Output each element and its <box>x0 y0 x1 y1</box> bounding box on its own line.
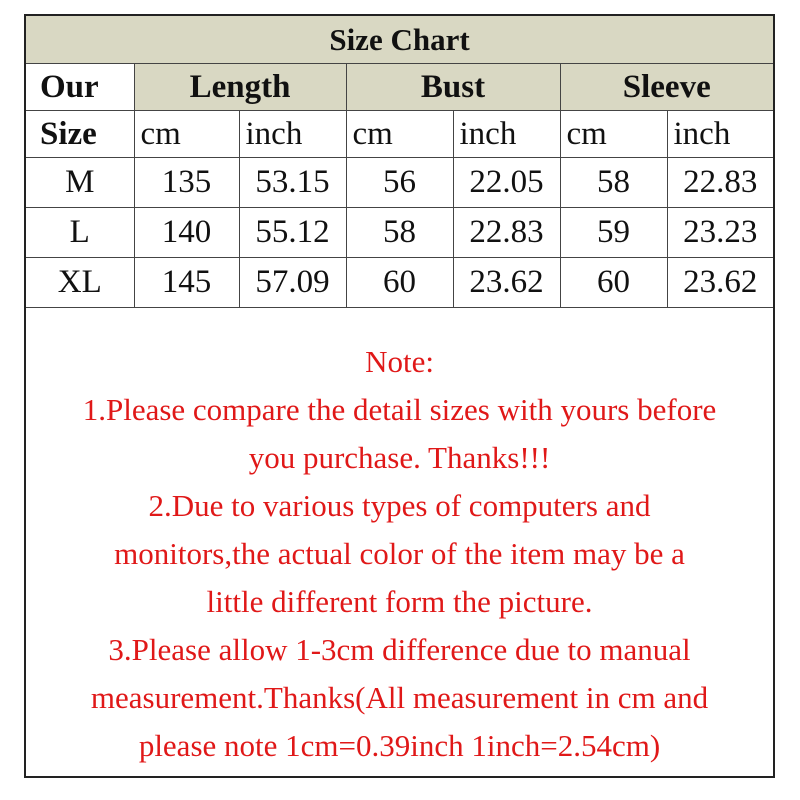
note-line: you purchase. Thanks!!! <box>248 440 551 475</box>
bust-cm-cell: 58 <box>346 208 453 258</box>
sleeve-inch-cell: 22.83 <box>667 158 773 208</box>
bust-header: Bust <box>346 64 560 111</box>
sleeve-cm-cell: 58 <box>560 158 667 208</box>
bust-cm-cell: 60 <box>346 258 453 308</box>
size-header-line1: Our <box>26 64 134 111</box>
size-cell: L <box>26 208 134 258</box>
bust-inch-cell: 22.05 <box>453 158 560 208</box>
note-line: 3.Please allow 1-3cm difference due to manual <box>108 632 691 667</box>
sleeve-cm-cell: 60 <box>560 258 667 308</box>
length-header: Length <box>134 64 346 111</box>
table-row <box>26 258 773 308</box>
notes-section <box>26 338 773 770</box>
bust-inch-cell: 22.83 <box>453 208 560 258</box>
length-cm-cell: 135 <box>134 158 239 208</box>
note-line: 1.Please compare the detail sizes with yours before <box>82 392 717 427</box>
note-line: measurement.Thanks(All measurement in cm and <box>90 680 709 715</box>
unit-cm: cm <box>134 111 239 158</box>
unit-inch: inch <box>239 111 346 158</box>
sleeve-header: Sleeve <box>560 64 773 111</box>
note-line: little different form the picture. <box>206 584 593 619</box>
table-row <box>26 158 773 208</box>
length-inch-cell: 55.12 <box>239 208 346 258</box>
sleeve-cm-cell: 59 <box>560 208 667 258</box>
bust-inch-cell: 23.62 <box>453 258 560 308</box>
unit-inch: inch <box>667 111 773 158</box>
size-cell: M <box>26 158 134 208</box>
sleeve-inch-cell: 23.62 <box>667 258 773 308</box>
length-inch-cell: 53.15 <box>239 158 346 208</box>
length-cm-cell: 145 <box>134 258 239 308</box>
unit-cm: cm <box>560 111 667 158</box>
sleeve-inch-cell: 23.23 <box>667 208 773 258</box>
length-inch-cell: 57.09 <box>239 258 346 308</box>
note-heading: Note: <box>365 344 434 379</box>
size-header-line2: Size <box>26 111 134 158</box>
size-table <box>26 16 773 308</box>
note-line: monitors,the actual color of the item may be a <box>114 536 685 571</box>
chart-title: Size Chart <box>26 16 773 64</box>
table-row <box>26 208 773 258</box>
note-line: 2.Due to various types of computers and <box>148 488 651 523</box>
unit-inch: inch <box>453 111 560 158</box>
bust-cm-cell: 56 <box>346 158 453 208</box>
length-cm-cell: 140 <box>134 208 239 258</box>
unit-cm: cm <box>346 111 453 158</box>
size-chart <box>24 14 775 778</box>
size-cell: XL <box>26 258 134 308</box>
note-line: please note 1cm=0.39inch 1inch=2.54cm) <box>138 728 661 763</box>
